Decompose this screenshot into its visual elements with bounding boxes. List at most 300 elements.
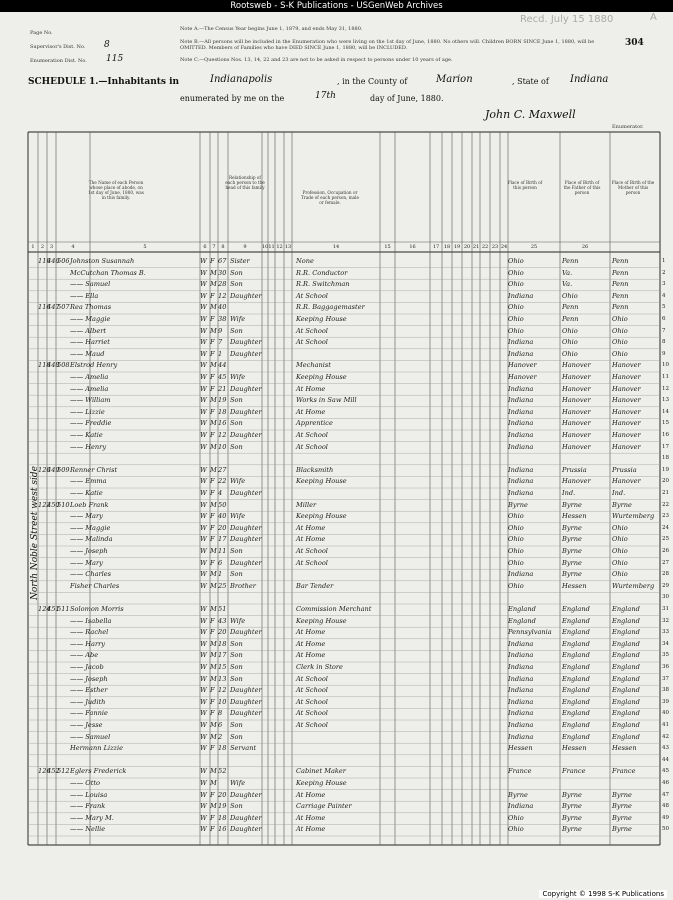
cell-fb: Byrne xyxy=(562,523,582,532)
cell-mb: Ohio xyxy=(612,349,628,358)
cell-sex: M xyxy=(210,663,217,671)
cell-born: Indiana xyxy=(508,721,534,729)
cell-mb: Hanover xyxy=(612,407,641,416)
county-name: Marion xyxy=(436,74,473,85)
cell-race: W xyxy=(200,616,207,625)
cell-race: W xyxy=(200,767,207,776)
cell-rel: Wife xyxy=(230,373,246,381)
cell-rel: Daughter xyxy=(230,384,262,393)
cell-age: 52 xyxy=(218,767,227,776)
cell-name: —— Katie xyxy=(70,489,103,497)
cell-age: 18 xyxy=(218,639,227,648)
cell-race: W xyxy=(200,338,207,347)
cell-fb: England xyxy=(562,732,590,741)
cell-fb: Hanover xyxy=(562,407,591,416)
cell-mb: England xyxy=(612,639,640,648)
cell-sex: F xyxy=(210,686,215,695)
cell-race: W xyxy=(200,512,207,521)
cell-dw: 451 xyxy=(47,605,60,613)
cell-rel: Daughter xyxy=(230,523,262,532)
enumeration-day: 17th xyxy=(315,91,336,101)
cell-sex: F xyxy=(210,291,215,300)
cell-fb: England xyxy=(562,709,590,718)
col-head-occupation: Profession, Occupation or Trade of each person, male or female. xyxy=(300,190,359,205)
cell-race: W xyxy=(200,535,207,544)
cell-sex: F xyxy=(210,257,215,265)
column-number: 26 xyxy=(581,244,589,250)
cell-born: Indiana xyxy=(508,686,534,695)
cell-age: 12 xyxy=(218,291,227,300)
row-number: 1 xyxy=(662,258,666,264)
row-number: 20 xyxy=(662,478,669,485)
cell-age: 7 xyxy=(218,338,223,347)
cell-age: 12 xyxy=(218,431,227,439)
row-number: 50 xyxy=(662,826,669,833)
cell-fb: Hanover xyxy=(562,442,591,451)
cell-house: 120 xyxy=(38,465,51,474)
cell-occ: Miller xyxy=(296,500,317,509)
cell-sex: M xyxy=(210,767,217,776)
row-number: 41 xyxy=(662,722,669,728)
cell-rel: Wife xyxy=(230,616,246,625)
col-head-father-birthplace: Place of Birth of the Father of this person xyxy=(563,180,601,195)
cell-sex: M xyxy=(210,361,217,370)
cell-age: 20 xyxy=(218,523,227,532)
cell-occ: At Home xyxy=(296,825,326,834)
archive-banner: Rootsweb - S-K Publications - USGenWeb Archives xyxy=(0,0,673,12)
cell-occ: Keeping House xyxy=(296,315,347,323)
cell-mb: England xyxy=(612,697,640,706)
cell-name: McCutchan Thomas B. xyxy=(70,268,146,277)
row-number: 9 xyxy=(662,350,666,357)
cell-rel: Daughter xyxy=(230,628,262,637)
stamp-letter: A xyxy=(650,12,657,23)
cell-born: Indiana xyxy=(508,442,534,451)
cell-age: 18 xyxy=(218,744,227,753)
cell-age: 20 xyxy=(218,628,227,637)
cell-mb: Ind. xyxy=(612,489,626,497)
cell-house: 119 xyxy=(38,257,51,265)
row-number: 18 xyxy=(662,455,669,462)
cell-dw: 449 xyxy=(47,465,60,474)
col-head-birthplace: Place of Birth of this person xyxy=(507,180,543,190)
cell-born: Ohio xyxy=(508,523,524,532)
cell-race: W xyxy=(200,779,207,787)
cell-fb: Byrne xyxy=(562,547,582,555)
cell-name: —— Malinda xyxy=(70,535,113,544)
row-number: 10 xyxy=(662,362,669,369)
cell-sex: M xyxy=(210,442,217,451)
row-number: 25 xyxy=(662,536,669,543)
cell-born: Ohio xyxy=(508,547,524,555)
cell-house: 116 xyxy=(38,303,51,312)
cell-age: 16 xyxy=(218,419,227,428)
cell-fb: Hessen xyxy=(562,512,587,521)
cell-name: —— Harriet xyxy=(70,338,110,347)
cell-name: —— Mary xyxy=(70,558,103,567)
cell-dw: 452 xyxy=(47,767,60,776)
cell-born: Indiana xyxy=(508,431,534,439)
row-number: 35 xyxy=(662,652,669,659)
cell-fb: Byrne xyxy=(562,802,582,811)
cell-age: 51 xyxy=(218,605,227,613)
cell-name: —— Henry xyxy=(70,442,107,451)
cell-fb: England xyxy=(562,663,590,671)
cell-race: W xyxy=(200,721,207,729)
cell-born: Hessen xyxy=(508,744,533,753)
supervisor-value: 8 xyxy=(104,40,110,50)
cell-race: W xyxy=(200,419,207,428)
cell-mb: Ohio xyxy=(612,535,628,544)
cell-age: 10 xyxy=(218,697,227,706)
enumerator-label: Enumerator. xyxy=(612,124,644,130)
row-number: 17 xyxy=(662,443,669,450)
cell-name: —— Mary xyxy=(70,512,103,521)
cell-mb: Byrne xyxy=(612,500,632,509)
cell-born: Byrne xyxy=(508,790,528,799)
cell-occ: Commission Merchant xyxy=(296,605,372,613)
cell-sex: F xyxy=(210,535,215,544)
cell-age: 27 xyxy=(218,465,227,474)
cell-born: Indiana xyxy=(508,419,534,428)
cell-occ: At School xyxy=(296,721,328,729)
cell-occ: At Home xyxy=(296,628,326,637)
cell-sex: M xyxy=(210,547,217,555)
cell-age: 15 xyxy=(218,663,227,671)
cell-race: W xyxy=(200,303,207,312)
cell-sex: F xyxy=(210,523,215,532)
cell-race: W xyxy=(200,802,207,811)
cell-born: Indiana xyxy=(508,651,534,660)
cell-fb: Ohio xyxy=(562,291,578,300)
column-number: 16 xyxy=(409,244,416,250)
cell-age: 1 xyxy=(218,570,223,579)
enumeration-value: 115 xyxy=(106,54,124,64)
note-a: Note A.—The Census Year begins June 1, 1879, and ends May 31, 1880. xyxy=(180,26,363,32)
cell-race: W xyxy=(200,790,207,799)
row-number: 4 xyxy=(662,292,666,299)
cell-occ: At Home xyxy=(296,523,326,532)
cell-fb: Prussia xyxy=(562,465,587,474)
cell-age: 45 xyxy=(218,373,227,381)
cell-dw: 450 xyxy=(47,500,60,509)
cell-fb: France xyxy=(562,767,586,776)
cell-occ: At Home xyxy=(296,651,326,660)
cell-occ: At Home xyxy=(296,790,326,799)
cell-rel: Daughter xyxy=(230,813,262,822)
cell-name: —— Esther xyxy=(70,686,108,695)
cell-mb: Byrne xyxy=(612,802,632,811)
cell-born: Indiana xyxy=(508,407,534,416)
cell-sex: M xyxy=(210,500,217,509)
cell-race: W xyxy=(200,477,207,486)
cell-sex: F xyxy=(210,558,215,567)
note-c: Note C.—Questions Nos. 13, 14, 22 and 23 are not to be asked in respect to persons under 10 years of age. xyxy=(180,57,453,63)
cell-name: —— Otto xyxy=(70,779,100,787)
cell-occ: Carriage Painter xyxy=(296,802,352,811)
cell-sex: M xyxy=(210,802,217,811)
cell-name: —— Lizzie xyxy=(70,407,105,416)
row-number: 48 xyxy=(662,803,669,810)
cell-name: —— Samuel xyxy=(70,280,111,289)
cell-born: Ohio xyxy=(508,512,524,521)
cell-age: 12 xyxy=(218,686,227,695)
cell-occ: None xyxy=(296,257,314,265)
cell-sex: M xyxy=(210,605,217,613)
column-number: 15 xyxy=(384,244,391,250)
cell-mb: Hanover xyxy=(612,477,641,486)
cell-mb: Ohio xyxy=(612,315,628,323)
cell-fb: Hanover xyxy=(562,384,591,393)
cell-mb: England xyxy=(612,686,640,695)
enumerated-label: enumerated by me on the xyxy=(180,94,285,103)
cell-rel: Son xyxy=(230,663,243,671)
row-number: 43 xyxy=(662,745,669,752)
cell-sex: F xyxy=(210,373,215,381)
cell-mb: England xyxy=(612,663,640,671)
cell-born: Indiana xyxy=(508,663,534,671)
cell-mb: France xyxy=(612,767,636,776)
cell-fam: 506 xyxy=(57,257,70,265)
cell-occ: At Home xyxy=(296,535,326,544)
cell-age: 17 xyxy=(218,651,227,660)
cell-name: Elstrod Henry xyxy=(70,361,118,370)
cell-name: —— Ella xyxy=(70,291,99,300)
cell-mb: Hanover xyxy=(612,361,641,370)
row-number: 27 xyxy=(662,559,669,566)
cell-rel: Daughter xyxy=(230,535,262,544)
cell-name: Fisher Charles xyxy=(70,581,120,590)
row-number: 38 xyxy=(662,687,669,694)
row-number: 30 xyxy=(662,594,669,601)
cell-rel: Son xyxy=(230,280,243,289)
cell-rel: Daughter xyxy=(230,489,262,497)
cell-born: Ohio xyxy=(508,558,524,567)
row-number: 45 xyxy=(662,768,669,775)
cell-name: —— Amelia xyxy=(70,373,109,381)
cell-mb: Penn xyxy=(612,280,629,289)
cell-sex: F xyxy=(210,384,215,393)
cell-rel: Son xyxy=(230,651,243,660)
cell-sex: F xyxy=(210,349,215,358)
cell-occ: Keeping House xyxy=(296,512,347,521)
supervisor-label: Supervisor's Dist. No. xyxy=(30,44,86,50)
cell-sex: F xyxy=(210,512,215,521)
cell-age: 50 xyxy=(218,500,227,509)
cell-sex: M xyxy=(210,396,217,405)
place-name: Indianapolis xyxy=(210,74,273,85)
cell-fam: 507 xyxy=(57,303,70,312)
cell-rel: Daughter xyxy=(230,790,262,799)
page-no-label: Page No. xyxy=(30,30,53,36)
cell-born: Indiana xyxy=(508,489,534,497)
cell-age: 16 xyxy=(218,825,227,834)
cell-house: 126 xyxy=(38,767,51,776)
cell-rel: Son xyxy=(230,802,243,811)
cell-mb: Hanover xyxy=(612,373,641,381)
cell-born: Indiana xyxy=(508,709,534,718)
cell-sex: M xyxy=(210,303,217,312)
cell-born: Indiana xyxy=(508,674,534,683)
copyright-notice: Copyright © 1998 S-K Publications xyxy=(539,890,667,898)
cell-fam: 510 xyxy=(57,500,70,509)
cell-name: —— Isabella xyxy=(70,616,112,625)
cell-mb: Hanover xyxy=(612,384,641,393)
cell-born: Pennsylvania xyxy=(508,628,552,637)
cell-occ: Apprentice xyxy=(296,419,333,428)
cell-sex: F xyxy=(210,407,215,416)
cell-born: France xyxy=(508,767,532,776)
row-number: 3 xyxy=(662,281,666,288)
cell-sex: F xyxy=(210,489,215,497)
cell-fb: Va. xyxy=(562,268,573,277)
cell-rel: Son xyxy=(230,547,243,555)
cell-mb: Byrne xyxy=(612,813,632,822)
cell-fb: Hanover xyxy=(562,361,591,370)
cell-fb: Byrne xyxy=(562,790,582,799)
cell-occ: At School xyxy=(296,291,328,300)
cell-born: Indiana xyxy=(508,338,534,347)
cell-occ: At School xyxy=(296,709,328,718)
cell-occ: Blacksmith xyxy=(296,465,334,474)
cell-rel: Son xyxy=(230,721,243,729)
cell-house: 124 xyxy=(38,605,51,613)
row-number: 44 xyxy=(662,756,669,763)
cell-race: W xyxy=(200,349,207,358)
month-label: day of June, 1880. xyxy=(370,94,444,103)
cell-occ: At School xyxy=(296,674,328,683)
cell-fb: Byrne xyxy=(562,570,582,579)
cell-rel: Daughter xyxy=(230,825,262,834)
cell-name: Renner Christ xyxy=(70,465,118,474)
cell-age: 40 xyxy=(218,512,227,521)
sheet-number: 304 xyxy=(625,38,644,48)
cell-fb: Byrne xyxy=(562,558,582,567)
cell-mb: Hanover xyxy=(612,431,641,439)
row-number: 5 xyxy=(662,304,666,311)
cell-race: W xyxy=(200,686,207,695)
cell-rel: Son xyxy=(230,419,243,428)
cell-born: Indiana xyxy=(508,639,534,648)
cell-name: —— Joseph xyxy=(70,547,108,555)
cell-name: —— Harry xyxy=(70,639,105,648)
cell-name: —— Nellie xyxy=(70,825,106,834)
cell-occ: Bar Tender xyxy=(296,581,334,590)
cell-occ: At Home xyxy=(296,384,326,393)
cell-race: W xyxy=(200,384,207,393)
cell-occ: Keeping House xyxy=(296,616,347,625)
cell-fb: Hessen xyxy=(562,744,587,753)
cell-race: W xyxy=(200,558,207,567)
cell-fb: England xyxy=(562,605,590,613)
cell-mb: England xyxy=(612,709,640,718)
cell-mb: Penn xyxy=(612,303,629,312)
cell-name: —— Freddie xyxy=(70,419,112,428)
cell-age: 18 xyxy=(218,813,227,822)
cell-race: W xyxy=(200,489,207,497)
cell-fb: Hanover xyxy=(562,431,591,439)
cell-born: Hanover xyxy=(508,361,537,370)
cell-sex: M xyxy=(210,581,217,590)
cell-occ: Cabinet Maker xyxy=(296,767,346,776)
cell-born: Indiana xyxy=(508,465,534,474)
cell-mb: Ohio xyxy=(612,547,628,555)
cell-sex: F xyxy=(210,431,215,439)
cell-mb: England xyxy=(612,732,640,741)
cell-age: 11 xyxy=(218,547,227,555)
cell-occ: R.R. Switchman xyxy=(296,280,350,289)
cell-race: W xyxy=(200,709,207,718)
cell-mb: Prussia xyxy=(612,465,637,474)
row-number: 13 xyxy=(662,397,669,404)
row-number: 14 xyxy=(662,408,669,415)
cell-occ: Mechanist xyxy=(296,361,331,370)
cell-name: Hermann Lizzie xyxy=(70,744,124,753)
cell-rel: Son xyxy=(230,396,243,405)
row-number: 37 xyxy=(662,675,669,682)
cell-race: W xyxy=(200,825,207,834)
cell-born: England xyxy=(508,616,536,625)
cell-born: Indiana xyxy=(508,396,534,405)
cell-dw: 447 xyxy=(47,303,60,312)
column-number: 20 xyxy=(463,244,471,250)
cell-sex: F xyxy=(210,315,215,323)
cell-rel: Daughter xyxy=(230,349,262,358)
cell-sex: M xyxy=(210,570,217,579)
column-number: 4 xyxy=(71,244,75,250)
cell-fb: Hanover xyxy=(562,373,591,381)
cell-mb: Wurtemberg xyxy=(612,581,655,590)
cell-born: Ohio xyxy=(508,303,524,312)
cell-sex: F xyxy=(210,338,215,347)
col-head-relationship: Relationship of each person to the head of this family xyxy=(225,175,265,190)
cell-dw: 448 xyxy=(47,361,60,370)
cell-occ: Keeping House xyxy=(296,373,347,381)
row-number: 33 xyxy=(662,629,669,636)
cell-mb: Penn xyxy=(612,268,629,277)
cell-house: 118 xyxy=(38,361,51,370)
cell-race: W xyxy=(200,744,207,753)
cell-rel: Son xyxy=(230,570,243,579)
cell-sex: M xyxy=(210,721,217,729)
cell-mb: Wurtemberg xyxy=(612,512,655,521)
cell-sex: F xyxy=(210,709,215,718)
cell-fb: England xyxy=(562,628,590,637)
cell-fb: Ohio xyxy=(562,326,578,335)
cell-age: 4 xyxy=(218,489,223,497)
cell-fb: Hessen xyxy=(562,581,587,590)
row-number: 29 xyxy=(662,582,669,589)
cell-name: Loeb Frank xyxy=(70,500,109,509)
cell-occ: At Home xyxy=(296,813,326,822)
row-number: 12 xyxy=(662,385,669,392)
cell-mb: Hessen xyxy=(612,744,637,753)
cell-sex: F xyxy=(210,628,215,637)
cell-fb: England xyxy=(562,721,590,729)
cell-born: Ohio xyxy=(508,581,524,590)
cell-race: W xyxy=(200,732,207,741)
cell-mb: England xyxy=(612,616,640,625)
cell-name: Rea Thomas xyxy=(70,303,112,312)
column-number: 6 xyxy=(203,244,207,250)
cell-age: 19 xyxy=(218,802,227,811)
cell-mb: England xyxy=(612,605,640,613)
column-number: 25 xyxy=(530,244,538,250)
row-number: 23 xyxy=(662,513,669,520)
enumerator-signature: John C. Maxwell xyxy=(485,108,576,121)
cell-name: —— Maggie xyxy=(70,315,111,323)
row-number: 15 xyxy=(662,420,669,427)
